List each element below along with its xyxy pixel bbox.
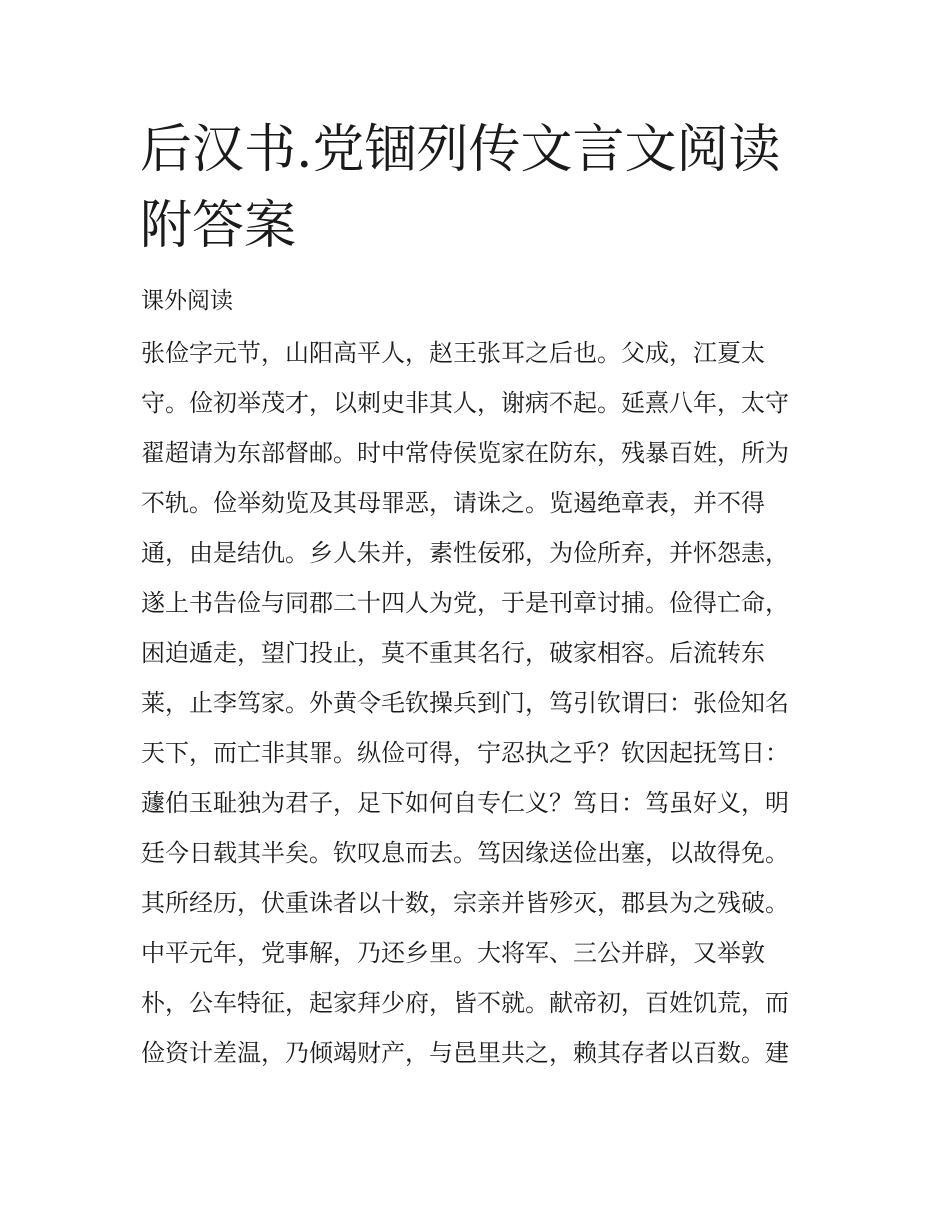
text-line: 俭资计差温，乃倾竭财产，与邑里共之，赖其存者以百数。建 xyxy=(141,1039,789,1067)
section-label: 课外阅读 xyxy=(141,288,233,314)
text-line: 天下，而亡非其罪。纵俭可得，宁忍执之乎？钦因起抚笃日： xyxy=(141,739,789,767)
text-line: 蘧伯玉耻独为君子，足下如何自专仁义？笃日：笃虽好义，明 xyxy=(141,789,789,817)
document-title: 后汉书.党锢列传文言文阅读附答案 xyxy=(140,120,781,256)
text-line: 莱，止李笃家。外黄令毛钦操兵到门，笃引钦谓曰：张俭知名 xyxy=(141,689,789,717)
text-line: 朴，公车特征，起家拜少府，皆不就。献帝初，百姓饥荒，而 xyxy=(141,989,789,1017)
text-line: 不轨。俭举劾览及其母罪恶，请诛之。览遏绝章表，并不得 xyxy=(141,489,765,517)
text-line: 张俭字元节，山阳高平人，赵王张耳之后也。父成，江夏太 xyxy=(141,339,765,367)
text-line: 中平元年，党事解，乃还乡里。大将军、三公并辟，又举敦 xyxy=(141,939,765,967)
text-line: 困迫遁走，望门投止，莫不重其名行，破家相容。后流转东 xyxy=(141,639,765,667)
text-line: 遂上书告俭与同郡二十四人为党，于是刊章讨捕。俭得亡命， xyxy=(141,589,789,617)
text-line: 廷今日载其半矣。钦叹息而去。笃因缘送俭出塞，以故得免。 xyxy=(141,839,789,867)
text-line: 通，由是结仇。乡人朱并，素性佞邪，为俭所弃，并怀怨恚， xyxy=(141,539,789,567)
text-line: 守。俭初举茂才，以刺史非其人，谢病不起。延熹八年，太守 xyxy=(141,389,789,417)
text-line: 其所经历，伏重诛者以十数，宗亲并皆殄灭，郡县为之残破。 xyxy=(141,889,789,917)
text-line: 翟超请为东部督邮。时中常侍侯览家在防东，残暴百姓，所为 xyxy=(141,439,789,467)
body-text xyxy=(141,333,821,1083)
